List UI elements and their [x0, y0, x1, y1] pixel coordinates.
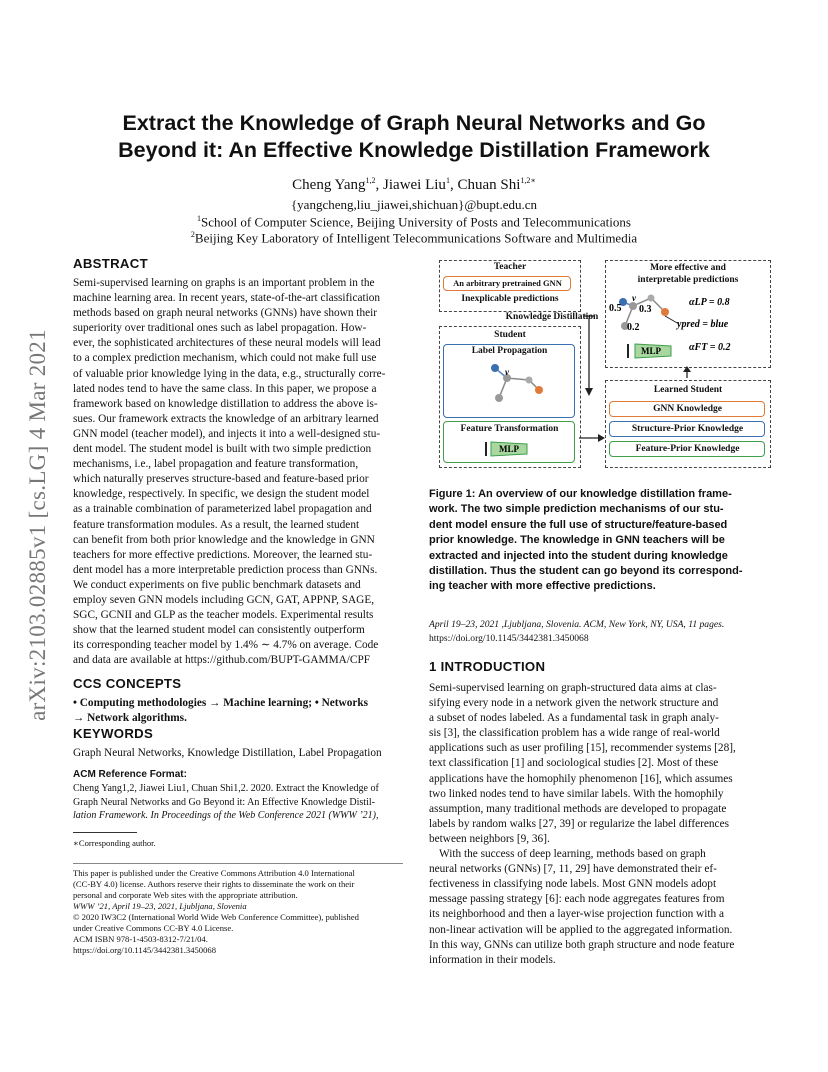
license-block [73, 868, 413, 956]
student-mlp-label: MLP [499, 444, 519, 454]
weight-label: 0.5 [609, 303, 622, 314]
caption-line: dent model ensure the full use of structure/feature-based [429, 518, 728, 531]
acm-ref-heading: ACM Reference Format: [73, 769, 187, 780]
abstract-line: superiority over traditional ones such as label propagation. How- [73, 322, 367, 335]
keywords-heading: KEYWORDS [73, 726, 154, 741]
arbitrary-gnn-label: An arbitrary pretrained GNN [453, 278, 562, 288]
intro-line: between neighbors [9, 36]. [429, 832, 550, 845]
intro-line: neural networks (GNNs) [7, 11, 29] have demonstrated their ef- [429, 863, 717, 876]
learned-arrowhead [598, 434, 605, 442]
intro-body [429, 681, 757, 968]
footnote-rule [73, 832, 137, 833]
abstract-line: dent model. The student model is built with two simple prediction [73, 443, 372, 456]
intro-line: applications such as user profiling [15], recommender systems [28], [429, 742, 736, 755]
more-effective-label-1: More effective and [650, 263, 726, 273]
abstract-line: GNN model (teacher model), and injects it into a well-designed stu- [73, 427, 381, 440]
abstract-line: machine learning area. In recent years, state-of-the-art classification [73, 292, 381, 305]
abstract-line: show that the learned student model can consistently outperform [73, 624, 365, 637]
intro-line: applications have the homophily phenomenon [16], which assumes [429, 772, 733, 785]
author-name: Cheng Yang [292, 177, 366, 193]
affiliation-2 [70, 230, 758, 246]
intro-line: text classification [1] and sociological studies [2]. Most of these [429, 757, 719, 770]
abstract-line: dent model has a more interpretable prediction process than GNNs. [73, 563, 378, 576]
ccs-concepts [73, 696, 403, 726]
license-line: This paper is published under the Creative Commons Attribution 4.0 International [73, 868, 355, 878]
license-line: personal and corporate Web sites with the appropriate attribution. [73, 890, 298, 900]
affiliation-1 [70, 214, 758, 230]
abstract-line: of valuable prior knowledge lying in the data, e.g., structurally corre- [73, 367, 386, 380]
ccs-line: → Network algorithms. [73, 712, 187, 725]
caption-line: ing teacher with more effective predictions. [429, 580, 656, 593]
abstract-line: framework based on knowledge distillation to address the above is- [73, 397, 378, 410]
paper-title [70, 110, 758, 164]
acm-ref-line: lation Framework. In Proceedings of the Web Conference 2021 (WWW ’21), [73, 810, 379, 821]
abstract-line: mechanisms, i.e., label propagation and feature transformation, [73, 458, 359, 471]
caption-line: extracted and injected into the student during knowledge [429, 549, 728, 562]
intro-line: Semi-supervised learning on graph-structured data aims at clas- [429, 682, 717, 694]
abstract-line: can benefit from both prior knowledge and the knowledge in GNN [73, 533, 375, 546]
arxiv-id: arXiv:2103.02885v1 [cs.LG] 4 Mar 2021 [25, 329, 50, 721]
author-name: Chuan Shi [457, 177, 521, 193]
weight-label: 0.3 [639, 304, 652, 315]
author-emails: {yangcheng,liu_jiawei,shichuan}@bupt.edu.cn [290, 197, 538, 212]
abstract-line: We conduct experiments on five public benchmark datasets and [73, 578, 361, 591]
intro-line: its neighborhood and then a layer-wise projection function with a [429, 908, 724, 921]
intro-line: In this way, GNNs can utilize both graph structure and node feature [429, 938, 735, 951]
label-prop-label: Label Propagation [471, 346, 548, 356]
keywords-text: Graph Neural Networks, Knowledge Distillation, Label Propagation [73, 747, 382, 759]
affiliation-text: School of Computer Science, Beijing University of Posts and Telecommunications [201, 214, 631, 230]
author-list: Cheng Yang$^{1,2}$, Jiawei Liu$^1$, Chuan Shi$^{1,2∗}$ [292, 176, 536, 193]
acm-ref-line: Cheng Yang1,2, Jiawei Liu1, Chuan Shi1,2. 2020. Extract the Knowledge of [73, 783, 379, 794]
intro-line: message passing strategy [6]: each node aggregates features from [429, 893, 725, 906]
abstract-heading: ABSTRACT [73, 256, 148, 271]
caption-line: Figure 1: An overview of our knowledge distillation frame- [429, 488, 732, 500]
alpha-ft-label: αFT = 0.2 [689, 342, 731, 353]
conf-ref-line: https://doi.org/10.1145/3442381.3450068 [429, 632, 589, 644]
intro-line: sifying every node in a network given the network structure and [429, 697, 719, 710]
abstract-line: to a complex prediction mechanism, which could not make full use [73, 352, 377, 365]
kd-label: Knowledge Distillation [505, 312, 599, 322]
abstract-line: its corresponding teacher model by 1.4% ∼ 4.7% on average. Code [73, 639, 379, 652]
abstract-line: and data are available at https://github.com/BUPT-GAMMA/CPF [73, 654, 371, 667]
acm-ref-line: Graph Neural Networks and Go Beyond it: An Effective Knowledge Distil- [73, 796, 375, 808]
student-label: Student [494, 330, 526, 340]
intro-line: fectiveness in classifying node labels. Most GNN models adopt [429, 878, 717, 891]
license-line: © 2020 IW3C2 (International World Wide Web Conference Committee), published [73, 912, 359, 922]
abstract-line: knowledge, respectively. In specific, we design the student model [73, 488, 370, 501]
pred-v-label: v [632, 293, 636, 303]
license-rule [73, 863, 403, 864]
structure-prior-label: Structure-Prior Knowledge [631, 424, 744, 434]
license-line: (CC-BY 4.0) license. Authors reserve their rights to disseminate the work on their [73, 879, 355, 889]
abstract-line: which naturally preserves structure-based and feature-based prior [73, 473, 369, 486]
intro-heading: 1 INTRODUCTION [429, 659, 546, 674]
inexplicable-label: Inexplicable predictions [461, 294, 559, 304]
license-line: ACM ISBN 978-1-4503-8312-7/21/04. [73, 934, 208, 944]
intro-line: non-linear activation will be applied to the aggregated information. [429, 923, 733, 936]
conference-reference [429, 618, 769, 645]
gnn-knowledge-label: GNN Knowledge [653, 404, 722, 414]
abstract-line: Semi-supervised learning on graphs is an important problem in the [73, 277, 375, 289]
abstract-line: teachers for more effective predictions. Moreover, the learned stu- [73, 548, 373, 561]
license-line: under Creative Commons CC-BY 4.0 License. [73, 923, 234, 933]
student-graph [491, 364, 543, 402]
author-sup: 1,2 [365, 176, 376, 185]
caption-line: distillation. Thus the student can go beyond its correspond- [429, 565, 743, 578]
intro-line: two linked nodes tend to have similar labels. With the homophily [429, 787, 724, 800]
feature-prior-label: Feature-Prior Knowledge [635, 444, 740, 454]
figure-graphics [437, 258, 771, 470]
abstract-line: feature transformation modules. As a result, the learned student [73, 518, 360, 531]
caption-line: prior knowledge. The knowledge in GNN teachers will be [429, 534, 725, 547]
abstract-line: ever, the sophisticated architectures of these neural models will lead [73, 337, 381, 350]
figure-caption [429, 487, 757, 595]
license-line: https://doi.org/10.1145/3442381.3450068 [73, 945, 216, 955]
ypred-label: ypred = blue [677, 319, 729, 330]
acm-ref-text [73, 782, 403, 823]
affiliation-sup: 1 [197, 214, 202, 223]
affiliation-text: Beijing Key Laboratory of Intelligent Telecommunications Software and Multimedia [194, 230, 638, 246]
kd-arrowhead [585, 388, 593, 396]
intro-line: labels by random walks [27, 39] or regularize the label differences [429, 817, 729, 830]
conf-ref-line: April 19–23, 2021 ,Ljubljana, Slovenia. ACM, New York, NY, USA, 11 pages. [429, 619, 725, 630]
alpha-lp-label: αLP = 0.8 [689, 297, 730, 308]
ccs-line: • Computing methodologies → Machine learning; • Networks [73, 697, 369, 709]
teacher-label: Teacher [493, 262, 527, 272]
intro-line: With the success of deep learning, methods based on graph [439, 848, 706, 861]
prediction-mlp-label: MLP [641, 346, 661, 356]
intro-line: sis [3], the classification problem has a wide range of real-world [429, 727, 720, 740]
intro-line: a subset of nodes labeled. As a fundamental task in graph analy- [429, 712, 719, 725]
abstract-line: lated nodes tend to have the same class. In this paper, we propose a [73, 382, 377, 395]
intro-line: information in their models. [429, 953, 556, 966]
abstract-line: employ seven GNN models including GCN, GAT, APPNP, SAGE, [73, 593, 375, 606]
author-name: Jiawei Liu [383, 177, 446, 193]
figure-1 [437, 258, 771, 470]
learned-student-label: Learned Student [653, 385, 723, 395]
abstract-line: methods based on graph neural networks (GNNs) have shown their [73, 307, 378, 320]
abstract-line: as a trainable combination of parameterized label propagation and [73, 503, 372, 516]
title-line-1: Extract the Knowledge of Graph Neural Networks and Go [122, 111, 706, 135]
title-line-2: Beyond it: An Effective Knowledge Distillation Framework [118, 138, 710, 162]
caption-line: work. The two simple prediction mechanisms of our stu- [429, 503, 724, 516]
abstract-line: SGC, GCNII and GLP as the teacher models. Experimental results [73, 609, 374, 622]
v-label: v [505, 367, 509, 377]
license-line: WWW ’21, April 19–23, 2021, Ljubljana, Slovenia [73, 901, 247, 911]
weight-label: 0.2 [627, 322, 640, 333]
feat-trans-label: Feature Transformation [460, 424, 559, 434]
arxiv-sidebar [18, 290, 58, 760]
author-sup: 1 [445, 176, 450, 185]
corresponding-footnote: ∗Corresponding author. [73, 838, 156, 848]
abstract-body [73, 276, 399, 668]
intro-line: assumption, many traditional methods are developed to propagate [429, 802, 727, 815]
more-effective-label-2: interpretable predictions [637, 275, 739, 285]
abstract-line: sues. Our framework extracts the knowledge of an arbitrary learned [73, 412, 379, 425]
affiliation-sup: 2 [190, 230, 195, 239]
author-sup: 1,2∗ [520, 176, 536, 185]
ccs-heading: CCS CONCEPTS [73, 676, 182, 691]
pred-arrowhead [683, 366, 691, 372]
